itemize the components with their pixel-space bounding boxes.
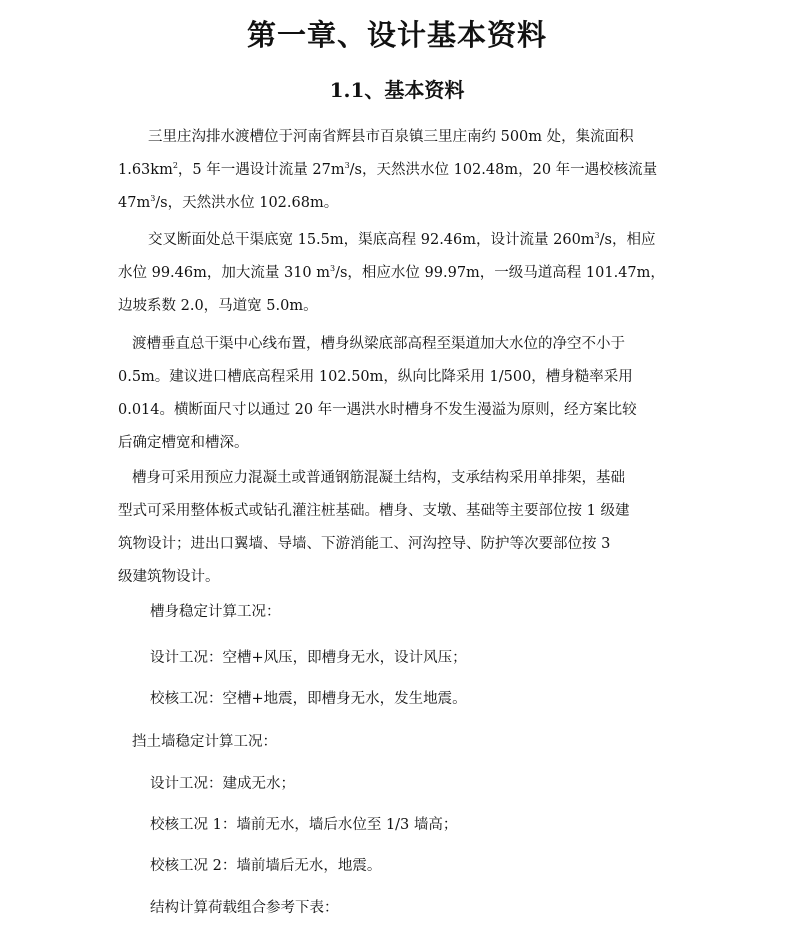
paragraph-aqueduct-layout [118, 328, 680, 460]
paragraph-line: 0.5m。建议进口槽底高程采用 102.50m，纵向比降采用 1/500，槽身糙率采用 [118, 369, 633, 385]
load-combination-reference: 结构计算荷载组合参考下表： [150, 900, 339, 916]
paragraph-line: 0.014。横断面尺寸以通过 20 年一遇洪水时槽身不发生漫溢为原则，经方案比较 [118, 402, 637, 418]
paragraph-line: 交叉断面处总干渠底宽 15.5m，渠底高程 92.46m，设计流量 $260m^3/s$，相应 [148, 231, 656, 248]
wall-check-case-2: 校核工况 2：墙前墙后无水，地震。 [150, 858, 382, 874]
paragraph-line: 筑物设计；进出口翼墙、导墙、下游消能工、河沟控导、防护等次要部位按 3 [118, 536, 611, 552]
trough-stability-title: 槽身稳定计算工况： [150, 604, 281, 620]
chapter-title: 第一章、设计基本资料 [246, 18, 547, 52]
paragraph-line: 三里庄沟排水渡槽位于河南省辉县市百泉镇三里庄南约 500m 处，集流面积 [148, 129, 634, 145]
trough-design-case: 设计工况：空槽+风压，即槽身无水，设计风压； [150, 650, 467, 666]
wall-design-case: 设计工况：建成无水； [150, 776, 295, 792]
retaining-wall-title: 挡土墙稳定计算工况： [132, 734, 277, 750]
paragraph-line: 水位 99.46m，加大流量 310 $m^3/s$，相应水位 99.97m，一级马道高程 101.47m， [118, 264, 665, 281]
paragraph-cross-section [118, 224, 680, 323]
paragraph-line: 边坡系数 2.0，马道宽 5.0m。 [118, 298, 318, 314]
paragraph-line: $47m^3/s$，天然洪水位 102.68m。 [118, 194, 339, 211]
paragraph-line: $1.63km^2$，5 年一遇设计流量 $27m^3/s$，天然洪水位 102.48m，20 年一遇校核流量 [118, 161, 658, 178]
paragraph-line: 级建筑物设计。 [118, 569, 220, 585]
paragraph-line: 型式可采用整体板式或钻孔灌注桩基础。槽身、支墩、基础等主要部位按 1 级建 [118, 503, 630, 519]
trough-check-case: 校核工况：空槽+地震，即槽身无水，发生地震。 [150, 691, 467, 707]
paragraph-line: 槽身可采用预应力混凝土或普通钢筋混凝土结构，支承结构采用单排架，基础 [132, 470, 625, 486]
paragraph-line: 渡槽垂直总干渠中心线布置，槽身纵梁底部高程至渠道加大水位的净空不小于 [132, 336, 625, 352]
paragraph-structure [118, 462, 680, 594]
section-title: 1.1、基本资料 [329, 78, 465, 102]
paragraph-line: 后确定槽宽和槽深。 [118, 435, 249, 451]
paragraph-basic-info [118, 121, 680, 220]
wall-check-case-1: 校核工况 1：墙前无水，墙后水位至 1/3 墙高； [150, 817, 458, 833]
